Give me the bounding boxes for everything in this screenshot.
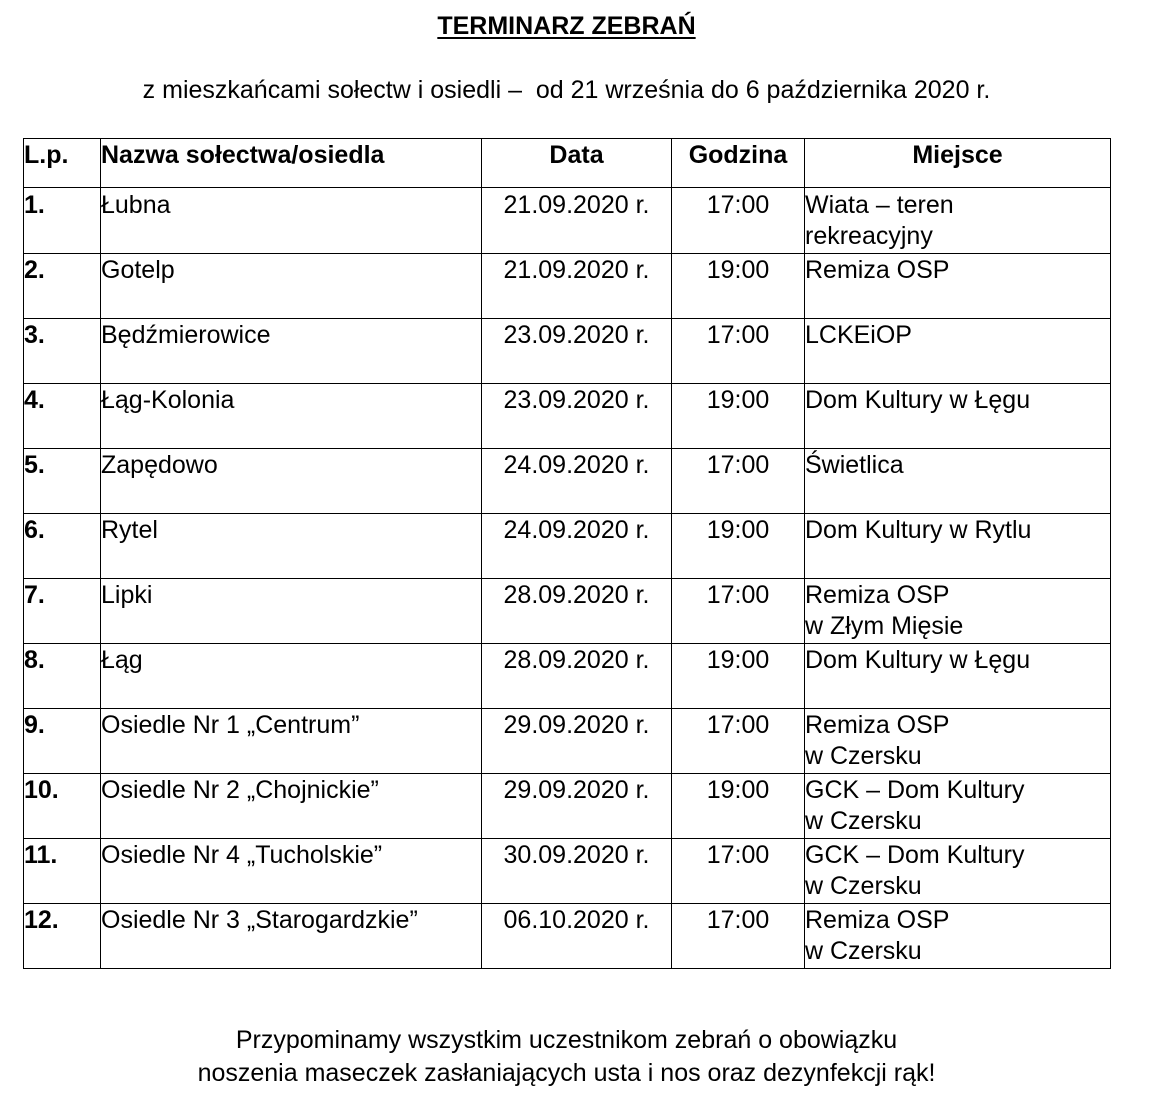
column-header-time: Godzina: [672, 139, 805, 188]
meeting-date-cell: 30.09.2020 r.: [482, 839, 672, 904]
meeting-place-cell: Dom Kultury w Łęgu: [805, 644, 1111, 709]
table-row: [24, 449, 1111, 514]
table-row: [24, 709, 1111, 774]
meeting-date-cell: 23.09.2020 r.: [482, 319, 672, 384]
table-row: [24, 904, 1111, 969]
meeting-date-cell: 24.09.2020 r.: [482, 449, 672, 514]
meeting-date-cell: 28.09.2020 r.: [482, 644, 672, 709]
column-header-lp: L.p.: [24, 139, 101, 188]
meeting-place-cell: Dom Kultury w Łęgu: [805, 384, 1111, 449]
meeting-date-cell: 29.09.2020 r.: [482, 774, 672, 839]
meeting-place-cell: GCK – Dom Kultury w Czersku: [805, 774, 1111, 839]
row-number-cell: 9.: [24, 709, 101, 774]
table-header-row: [24, 139, 1111, 188]
meeting-place-cell: Remiza OSP: [805, 254, 1111, 319]
row-number-cell: 6.: [24, 514, 101, 579]
row-number-cell: 8.: [24, 644, 101, 709]
meeting-time-cell: 17:00: [672, 319, 805, 384]
row-number-cell: 12.: [24, 904, 101, 969]
reminder-line-2: noszenia maseczek zasłaniających usta i nos oraz dezynfekcji rąk!: [197, 1059, 936, 1087]
village-name-cell: Rytel: [101, 514, 482, 579]
row-number-cell: 1.: [24, 188, 101, 254]
meeting-place-cell: Remiza OSP w Złym Mięsie: [805, 579, 1111, 644]
village-name-cell: Lipki: [101, 579, 482, 644]
meeting-time-cell: 19:00: [672, 774, 805, 839]
meeting-date-cell: 21.09.2020 r.: [482, 254, 672, 319]
reminder-note: [0, 1024, 1133, 1090]
meeting-date-cell: 23.09.2020 r.: [482, 384, 672, 449]
row-number-cell: 3.: [24, 319, 101, 384]
meeting-date-cell: 06.10.2020 r.: [482, 904, 672, 969]
row-number-cell: 5.: [24, 449, 101, 514]
row-number-cell: 10.: [24, 774, 101, 839]
reminder-line-1: Przypominamy wszystkim uczestnikom zebrań o obowiązku: [235, 1026, 898, 1054]
row-number-cell: 4.: [24, 384, 101, 449]
meeting-date-cell: 24.09.2020 r.: [482, 514, 672, 579]
meeting-place-cell: LCKEiOP: [805, 319, 1111, 384]
meetings-schedule-table: [23, 138, 1111, 969]
meeting-time-cell: 19:00: [672, 514, 805, 579]
column-header-date: Data: [482, 139, 672, 188]
document-title: TERMINARZ ZEBRAŃ: [437, 12, 696, 40]
meeting-time-cell: 17:00: [672, 904, 805, 969]
meeting-date-cell: 28.09.2020 r.: [482, 579, 672, 644]
table-row: [24, 839, 1111, 904]
meeting-time-cell: 17:00: [672, 839, 805, 904]
village-name-cell: Gotelp: [101, 254, 482, 319]
meeting-place-cell: Dom Kultury w Rytlu: [805, 514, 1111, 579]
table-row: [24, 188, 1111, 254]
meeting-time-cell: 17:00: [672, 449, 805, 514]
table-row: [24, 514, 1111, 579]
table-row: [24, 319, 1111, 384]
village-name-cell: Osiedle Nr 1 „Centrum”: [101, 709, 482, 774]
meeting-place-cell: Świetlica: [805, 449, 1111, 514]
village-name-cell: Będźmierowice: [101, 319, 482, 384]
meeting-place-cell: Wiata – teren rekreacyjny: [805, 188, 1111, 254]
meeting-place-cell: Remiza OSP w Czersku: [805, 904, 1111, 969]
meeting-time-cell: 17:00: [672, 188, 805, 254]
village-name-cell: Osiedle Nr 3 „Starogardzkie”: [101, 904, 482, 969]
village-name-cell: Łąg: [101, 644, 482, 709]
meeting-time-cell: 17:00: [672, 709, 805, 774]
meeting-date-cell: 21.09.2020 r.: [482, 188, 672, 254]
row-number-cell: 2.: [24, 254, 101, 319]
meeting-time-cell: 19:00: [672, 384, 805, 449]
row-number-cell: 11.: [24, 839, 101, 904]
table-row: [24, 644, 1111, 709]
row-number-cell: 7.: [24, 579, 101, 644]
meeting-place-cell: Remiza OSP w Czersku: [805, 709, 1111, 774]
table-row: [24, 254, 1111, 319]
column-header-name: Nazwa sołectwa/osiedla: [101, 139, 482, 188]
meeting-date-cell: 29.09.2020 r.: [482, 709, 672, 774]
village-name-cell: Zapędowo: [101, 449, 482, 514]
village-name-cell: Łąg-Kolonia: [101, 384, 482, 449]
village-name-cell: Osiedle Nr 2 „Chojnickie”: [101, 774, 482, 839]
table-row: [24, 774, 1111, 839]
table-row: [24, 384, 1111, 449]
document-subtitle: z mieszkańcami sołectw i osiedli – od 21 września do 6 października 2020 r.: [142, 76, 991, 104]
meeting-time-cell: 19:00: [672, 254, 805, 319]
meeting-place-cell: GCK – Dom Kultury w Czersku: [805, 839, 1111, 904]
table-row: [24, 579, 1111, 644]
column-header-place: Miejsce: [805, 139, 1111, 188]
village-name-cell: Osiedle Nr 4 „Tucholskie”: [101, 839, 482, 904]
village-name-cell: Łubna: [101, 188, 482, 254]
meeting-time-cell: 17:00: [672, 579, 805, 644]
meeting-time-cell: 19:00: [672, 644, 805, 709]
